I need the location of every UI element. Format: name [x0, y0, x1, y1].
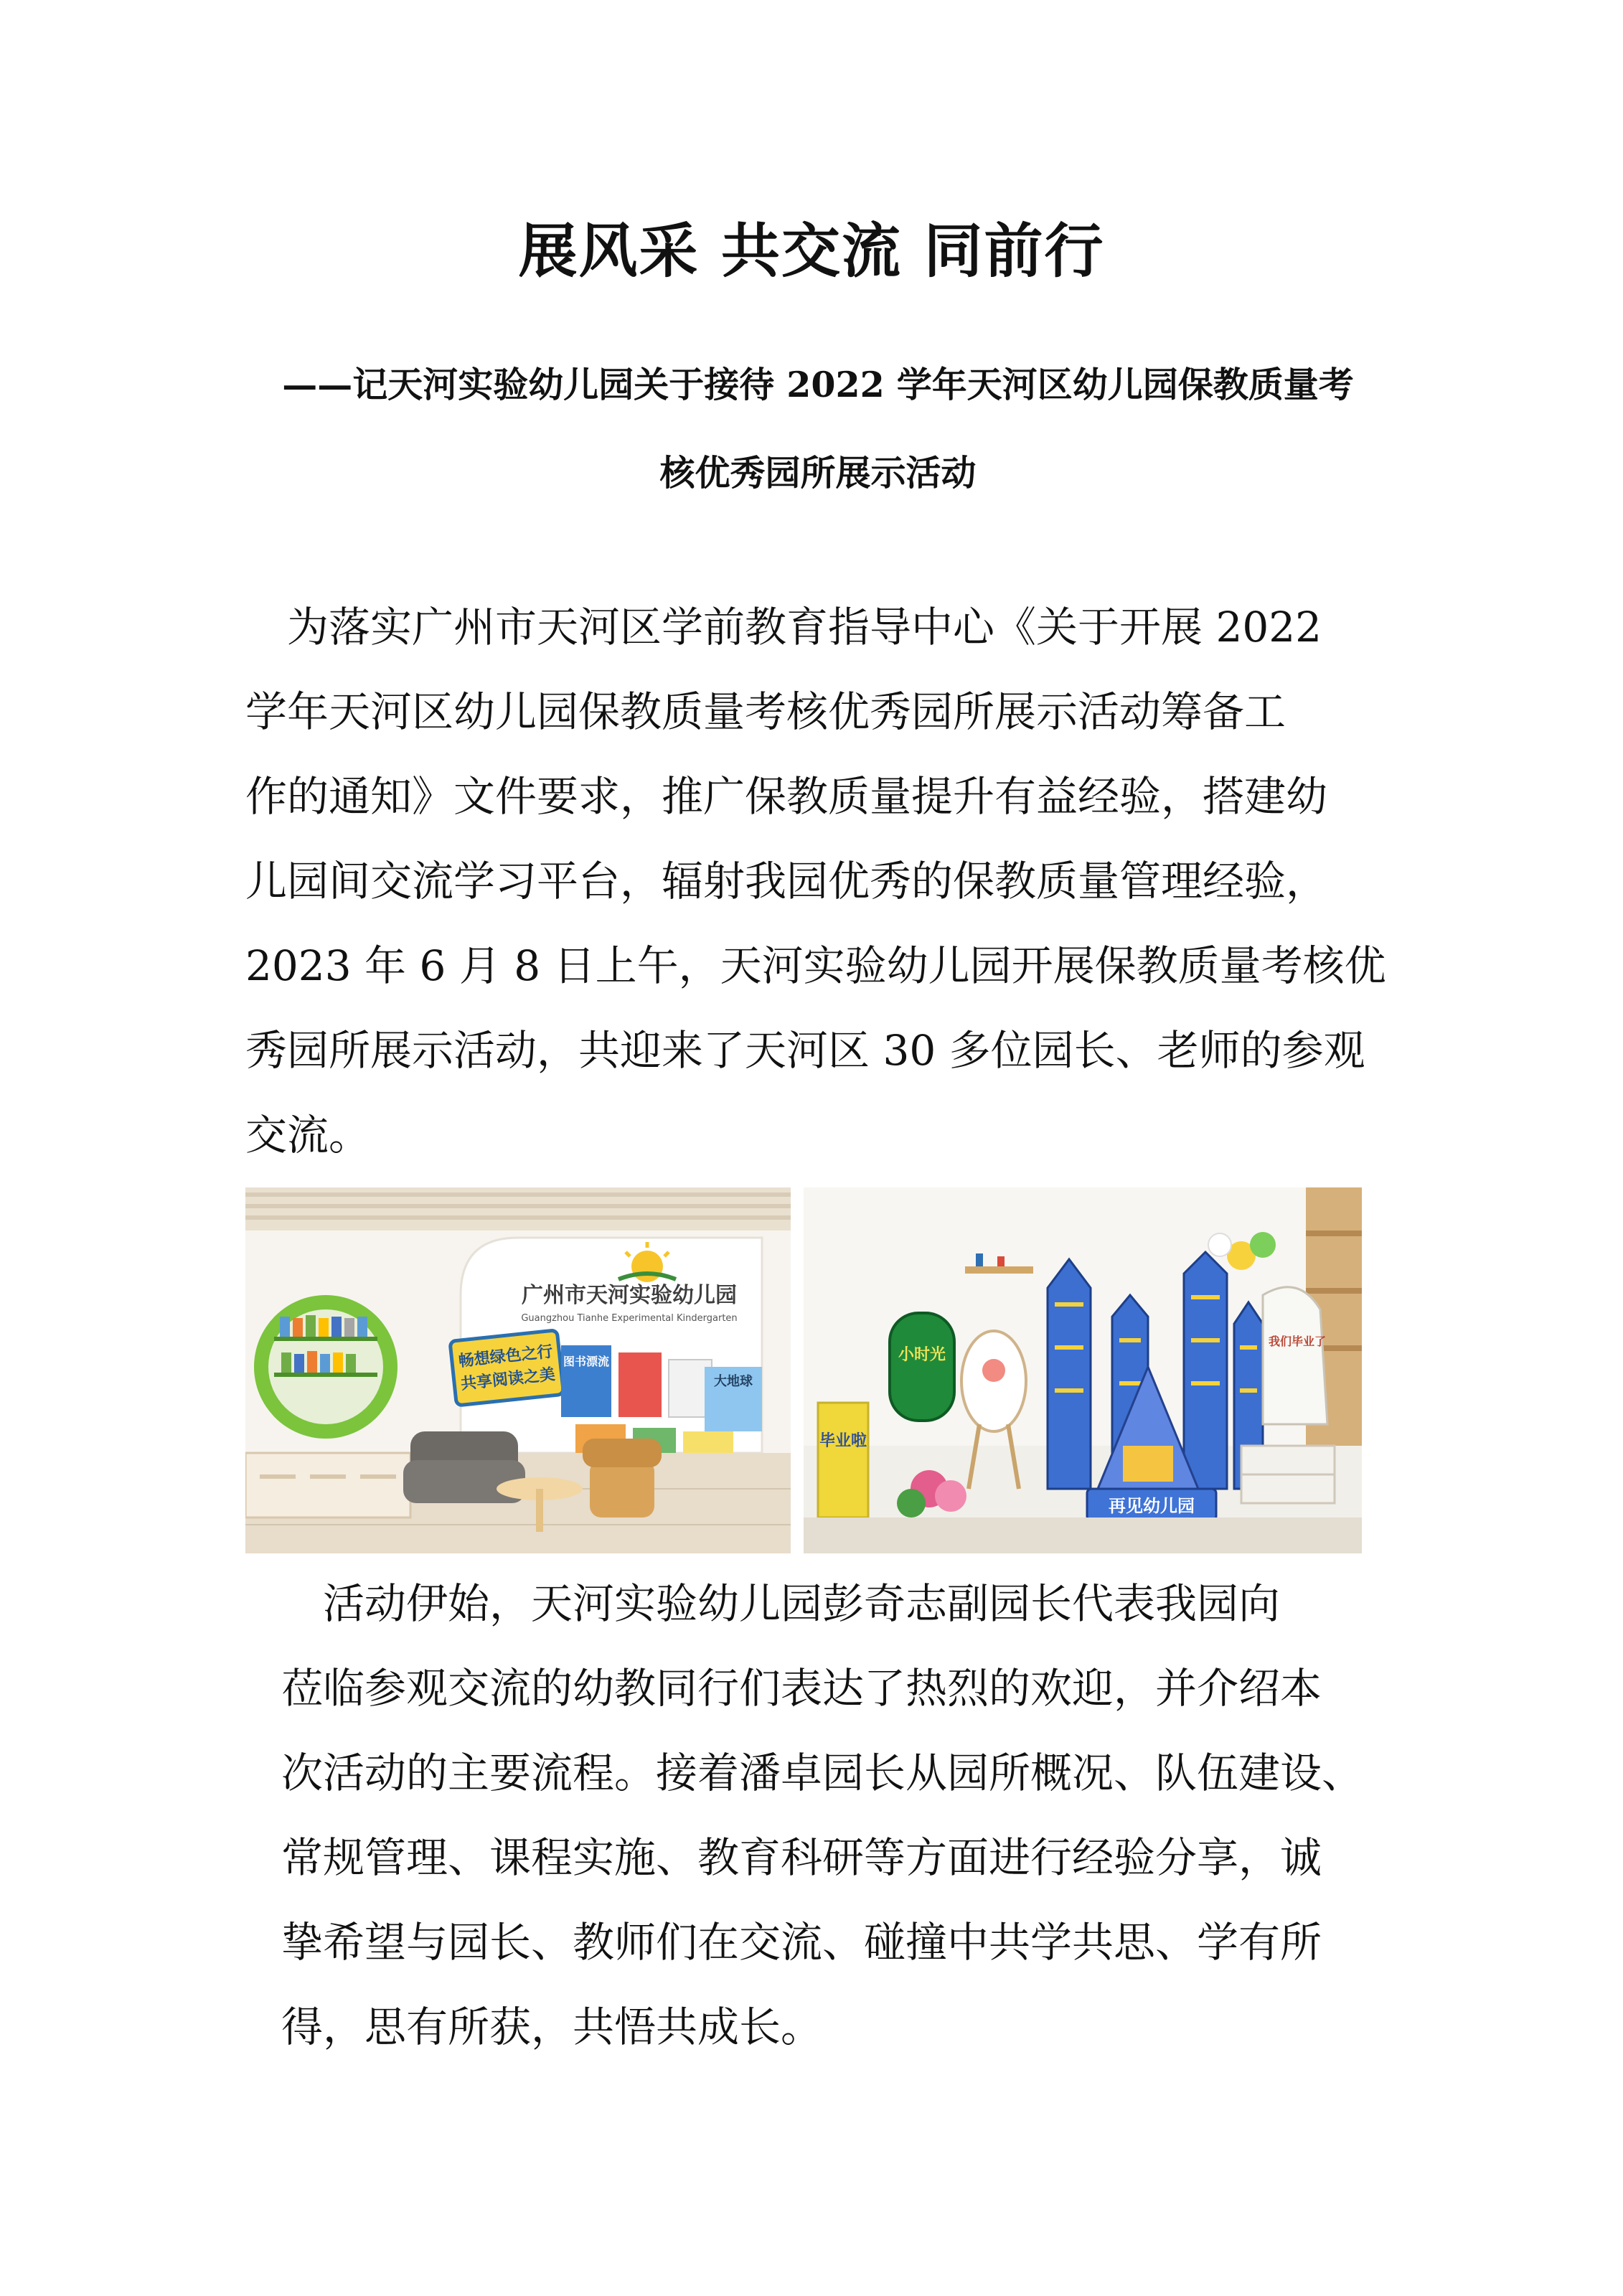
paragraph-2 — [281, 1561, 1379, 2069]
graduation-sign-2: 小时光 — [898, 1346, 946, 1364]
book-label-1: 图书漂流 — [563, 1355, 610, 1368]
reading-corner-sign-cn: 广州市天河实验幼儿园 — [522, 1283, 737, 1308]
document-subtitle — [244, 341, 1392, 517]
photo-row — [245, 1187, 1365, 1553]
paragraph-line: 莅临参观交流的幼教同行们表达了热烈的欢迎，并介绍本 — [281, 1664, 1322, 1713]
reading-board-line-2: 共享阅读之美 — [460, 1365, 556, 1394]
subtitle-line-1: ——记天河实验幼儿园关于接待 2022 学年天河区幼儿园保教质量考 — [282, 364, 1354, 405]
document-title: 展风采 共交流 同前行 — [518, 217, 1105, 286]
paragraph-1 — [245, 585, 1386, 1177]
paragraph-line: 学年天河区幼儿园保教质量考核优秀园所展示活动筹备工 — [245, 687, 1286, 736]
paragraph-line: 2023 年 6 月 8 日上午，天河实验幼儿园开展保教质量考核优 — [245, 941, 1386, 990]
book-label-2: 大地球 — [714, 1374, 753, 1389]
paragraph-line: 为落实广州市天河区学前教育指导中心《关于开展 2022 — [245, 603, 1322, 651]
reading-corner-sign-en: Guangzhou Tianhe Experimental Kindergarten — [521, 1313, 738, 1324]
paragraph-line: 秀园所展示活动，共迎来了天河区 30 多位园长、老师的参观 — [245, 1026, 1365, 1075]
paragraph-line: 交流。 — [245, 1111, 371, 1159]
subtitle-line-2: 核优秀园所展示活动 — [659, 452, 977, 494]
paragraph-line: 活动伊始，天河实验幼儿园彭奇志副园长代表我园向 — [281, 1579, 1281, 1628]
paragraph-line: 次活动的主要流程。接着潘卓园长从园所概况、队伍建设、 — [281, 1749, 1364, 1797]
paragraph-line: 作的通知》文件要求，推广保教质量提升有益经验，搭建幼 — [245, 772, 1328, 821]
graduation-display-illustration — [804, 1187, 1362, 1553]
paragraph-line: 得，思有所获，共悟共成长。 — [281, 2003, 823, 2051]
graduation-sign-4: 我们毕业了 — [1268, 1335, 1327, 1348]
graduation-sign-3: 毕业啦 — [819, 1432, 867, 1450]
graduation-sign-1: 再见幼儿园 — [1109, 1496, 1195, 1516]
paragraph-line: 儿园间交流学习平台，辐射我园优秀的保教质量管理经验， — [245, 857, 1328, 905]
reading-board-line-1: 畅想绿色之行 — [457, 1342, 554, 1371]
photo-reading-corner — [245, 1187, 791, 1553]
paragraph-line: 常规管理、课程实施、教育科研等方面进行经验分享，诚 — [281, 1833, 1322, 1882]
photo-graduation-display — [804, 1187, 1362, 1553]
paragraph-line: 挚希望与园长、教师们在交流、碰撞中共学共思、学有所 — [281, 1918, 1322, 1967]
reading-corner-illustration — [245, 1187, 791, 1553]
